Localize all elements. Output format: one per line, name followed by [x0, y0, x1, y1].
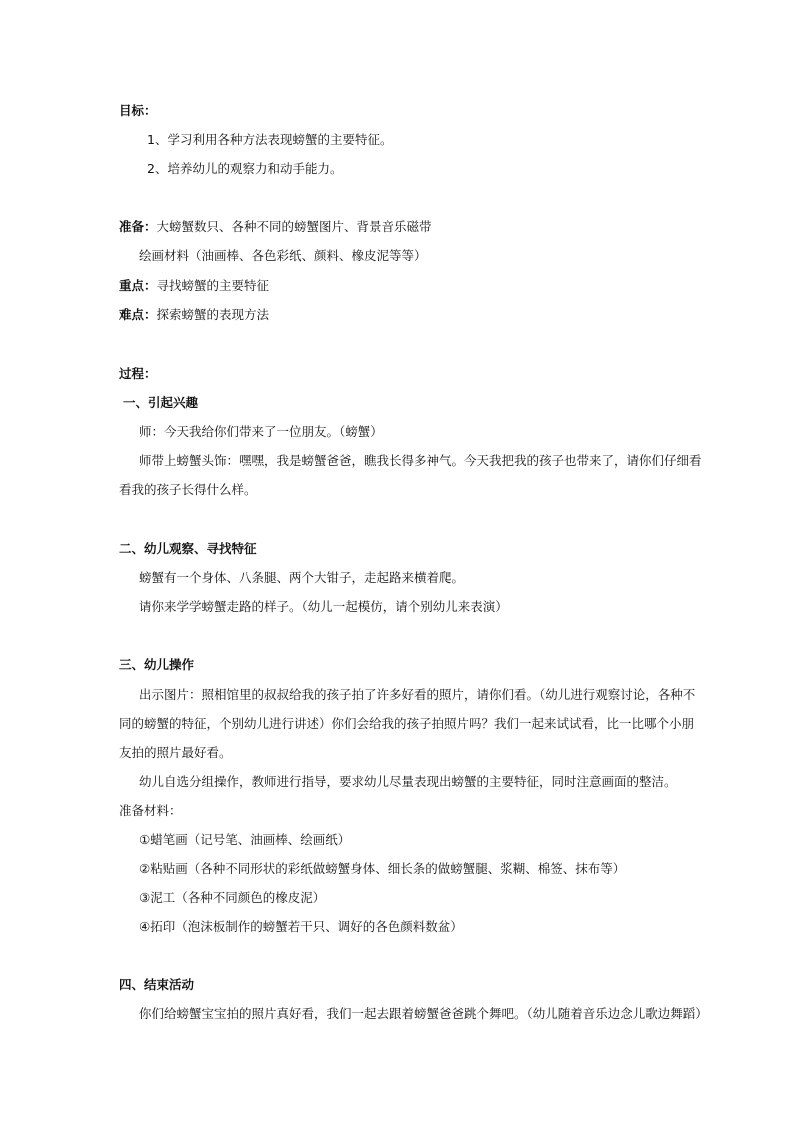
section-3-p1b: 同的螃蟹的特征，个别幼儿进行讲述）你们会给我的孩子拍照片吗？我们一起来试试看，比一比哪个小朋 [119, 716, 695, 731]
section-3-p1c: 友拍的照片最好看。 [119, 745, 232, 760]
materials-label: 准备材料： [119, 803, 182, 818]
material-item-4: ④拓印（泡沫板制作的螃蟹若干只、调好的各色颜料数盆） [139, 919, 463, 934]
section-heading-1: 一、引起兴趣 [123, 395, 199, 410]
section-1-p2b: 看我的孩子长得什么样。 [119, 482, 257, 497]
section-4-p1: 你们给螃蟹宝宝拍的照片真好看，我们一起去跟着螃蟹爸爸跳个舞吧。（幼儿随着音乐边念儿歌边舞蹈） [139, 1006, 708, 1021]
material-item-2: ②粘贴画（各种不同形状的彩纸做螃蟹身体、细长条的做螃蟹腿、浆糊、棉签、抹布等） [139, 861, 626, 876]
section-2-p1: 螃蟹有一个身体、八条腿、两个大钳子，走起路来横着爬。 [139, 570, 465, 585]
section-3-p1a: 出示图片：照相馆里的叔叔给我的孩子拍了许多好看的照片，请你们看。（幼儿进行观察讨论，各种不 [139, 687, 696, 702]
section-1-p2a: 师带上螃蟹头饰：嘿嘿，我是螃蟹爸爸，瞧我长得多神气。今天我把我的孩子也带来了，请你们仔细看 [139, 453, 702, 468]
material-item-3: ③泥工（各种不同颜色的橡皮泥） [139, 890, 326, 905]
key-point [119, 279, 683, 293]
goals-label: 目标： [119, 103, 157, 118]
key-point-text: 寻找螃蟹的主要特征 [156, 278, 270, 293]
prep-label: 准备： [119, 219, 157, 234]
section-2-p2: 请你来学学螃蟹走路的样子。（幼儿一起模仿，请个别幼儿来表演） [139, 599, 508, 614]
section-heading-3: 三、幼儿操作 [119, 657, 195, 672]
goal-item-2: 2、培养幼儿的观察力和动手能力。 [147, 161, 343, 176]
section-heading-4: 四、结束活动 [119, 977, 195, 992]
key-point-label: 重点： [119, 278, 157, 293]
difficulty-text: 探索螃蟹的表现方法 [156, 307, 270, 322]
goal-item-1: 1、学习利用各种方法表现螃蟹的主要特征。 [147, 132, 393, 147]
section-1-p1: 师：今天我给你们带来了一位朋友。（螃蟹） [139, 424, 383, 439]
difficulty [119, 308, 683, 322]
section-3-p2: 幼儿自选分组操作，教师进行指导，要求幼儿尽量表现出螃蟹的主要特征，同时注意画面的整洁。 [139, 774, 677, 789]
prep-line-2: 绘画材料（油画棒、各色彩纸、颜料、橡皮泥等等） [139, 248, 427, 263]
difficulty-label: 难点： [119, 307, 157, 322]
prep-text-1: 大螃蟹数只、各种不同的螃蟹图片、背景音乐磁带 [156, 219, 432, 234]
prep-line-1 [119, 220, 683, 234]
material-item-1: ①蜡笔画（记号笔、油画棒、绘画纸） [139, 832, 351, 847]
process-label: 过程： [119, 366, 157, 381]
section-heading-2: 二、幼儿观察、寻找特征 [119, 541, 257, 556]
